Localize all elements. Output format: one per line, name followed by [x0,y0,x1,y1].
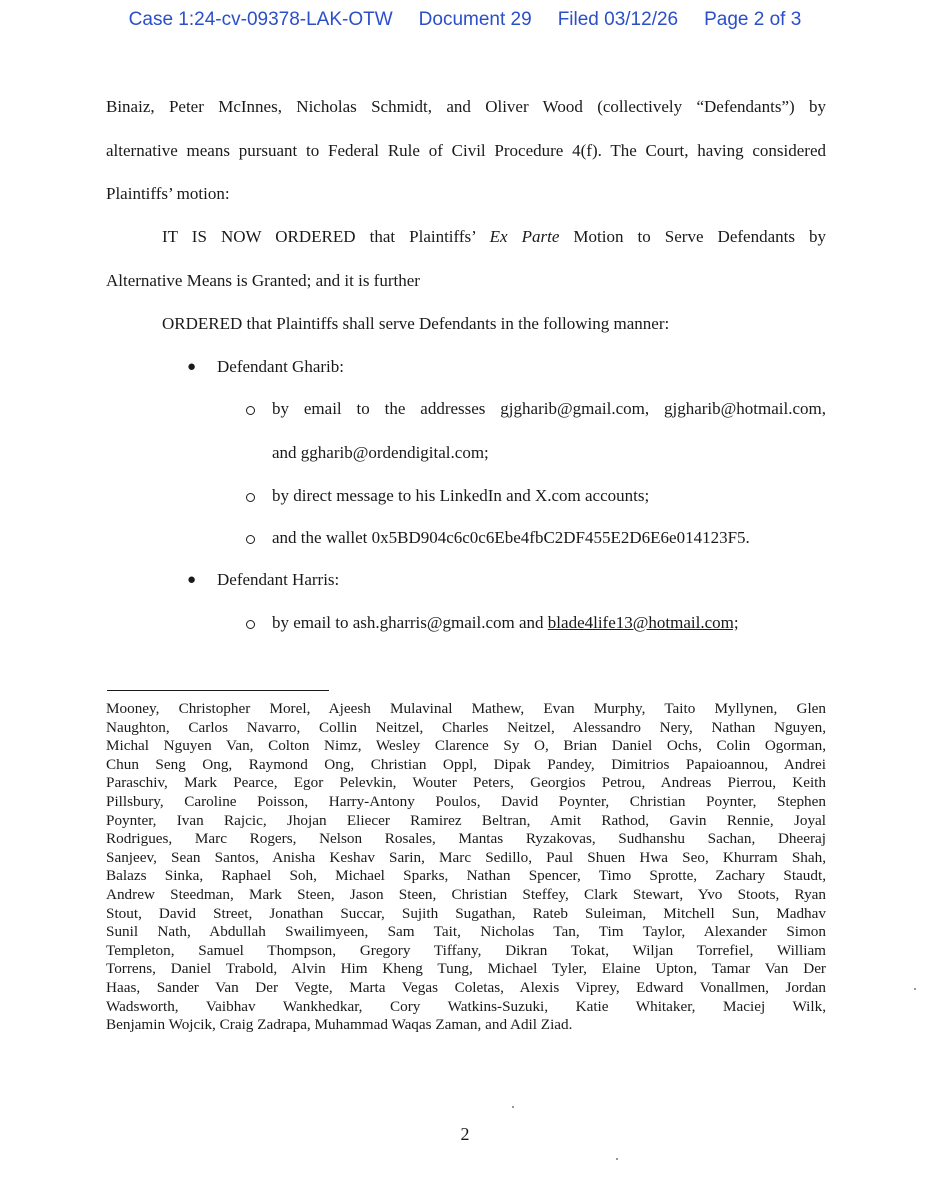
order-italic: Ex Parte [489,227,560,246]
footnote-line: Paraschiv, Mark Pearce, Egor Pelevkin, Wouter Peters, Georgios Petrou, Andreas Pierrou, Keith [106,774,826,792]
service-item-continued: and ggharib@ordendigital.com; [272,443,489,462]
circle-bullet-icon [246,535,255,544]
body-line: Binaiz, Peter McInnes, Nicholas Schmidt, and Oliver Wood (collectively “Defendants”) by [106,97,826,116]
footnote-line: Sunil Nath, Abdullah Swailimyeen, Sam Tait, Nicholas Tan, Tim Taylor, Alexander Simon [106,923,826,941]
document-number: Document 29 [418,9,532,30]
footnote-line: Templeton, Samuel Thompson, Gregory Tiffany, Dikran Tokat, Wiljan Torrefiel, William [106,941,826,959]
bullet-icon: ● [187,359,197,375]
order-line: ORDERED that Plaintiffs shall serve Defendants in the following manner: [162,314,670,333]
footnote-line: Torrens, Daniel Trabold, Alvin Him Kheng Tung, Michael Tyler, Elaine Upton, Tamar Van Der [106,960,826,978]
footnote-line: Michal Nguyen Van, Colton Nimz, Wesley Clarence Sy O, Brian Daniel Ochs, Colin Ogorman, [106,737,826,755]
footnote-line: Balazs Sinka, Raphael Soh, Michael Sparks, Nathan Spencer, Timo Sprotte, Zachary Staudt, [106,867,826,885]
service-item: by direct message to his LinkedIn and X.com accounts; [272,486,650,505]
ecf-header [0,9,930,31]
footnote [106,700,826,1035]
circle-bullet-icon [246,406,255,415]
filed-date: Filed 03/12/26 [557,9,679,30]
footnote-line: Chun Seng Ong, Raymond Ong, Christian Oppl, Dipak Pandey, Dimitrios Papaioannou, Andrei [106,755,826,773]
bullet-icon: ● [187,572,197,588]
footnote-line: Wadsworth, Vaibhav Wankhedkar, Cory Watkins-Suzuki, Katie Whitaker, Maciej Wilk, [106,997,826,1015]
scan-speck [616,1158,618,1160]
footnote-line: Naughton, Carlos Navarro, Collin Neitzel, Charles Neitzel, Alessandro Nery, Nathan Nguyen, [106,718,826,736]
order-text: IT IS NOW ORDERED that Plaintiffs’ [162,227,490,246]
case-number: Case 1:24-cv-09378-LAK-OTW [128,9,393,30]
footnote-line: Mooney, Christopher Morel, Ajeesh Mulavinal Mathew, Evan Murphy, Taito Myllynen, Glen [106,700,826,717]
service-item: and the wallet 0x5BD904c6c0c6Ebe4fbC2DF455E2D6E6e014123F5. [272,528,750,547]
footnote-line: Sanjeev, Sean Santos, Anisha Keshav Sarin, Marc Sedillo, Paul Shuen Hwa Seo, Khurram Shah, [106,848,826,866]
footnote-line: Andrew Steedman, Mark Steen, Jason Steen, Christian Steffey, Clark Stewart, Yvo Stoots, Ryan [106,885,826,903]
footnote-line: Benjamin Wojcik, Craig Zadrapa, Muhammad Waqas Zaman, and Adil Ziad. [106,1016,573,1034]
service-item [272,613,930,633]
footnote-line: Pillsbury, Caroline Poisson, Harry-Antony Poulos, David Poynter, Christian Poynter, Stephen [106,792,826,810]
defendant-label: Defendant Harris: [217,570,340,589]
order-line: Alternative Means is Granted; and it is further [106,271,420,290]
body-line: Plaintiffs’ motion: [106,184,230,203]
service-item: by email to the addresses gjgharib@gmail.com, gjgharib@hotmail.com, [272,399,826,418]
order-text: Motion to Serve Defendants by [559,227,827,246]
service-item-text: by email to ash.gharris@gmail.com and [272,613,548,632]
order-paragraph [162,227,826,247]
email-link: blade4life13@hotmail.com; [547,613,739,632]
page-number: 2 [460,1124,470,1144]
defendant-label: Defendant Gharib: [217,357,344,376]
footnote-line: Rodrigues, Marc Rogers, Nelson Rosales, Mantas Ryzakovas, Sudhanshu Sachan, Dheeraj [106,830,826,848]
scan-speck [512,1106,514,1108]
body-line: alternative means pursuant to Federal Rule of Civil Procedure 4(f). The Court, having considered [106,141,826,160]
footnote-line: Poynter, Ivan Rajcic, Jhojan Eliecer Ramirez Beltran, Amit Rathod, Gavin Rennie, Joyal [106,811,826,829]
footnote-line: Haas, Sander Van Der Vegte, Marta Vegas Coletas, Alexis Viprey, Edward Vonallmen, Jordan [106,978,826,996]
circle-bullet-icon [246,493,255,502]
scan-speck [914,988,916,990]
footnote-rule [107,690,329,691]
circle-bullet-icon [246,620,255,629]
page-indicator: Page 2 of 3 [704,9,802,30]
footnote-line: Stout, David Street, Jonathan Succar, Sujith Sugathan, Rateb Suleiman, Mitchell Sun, Madhav [106,904,826,922]
